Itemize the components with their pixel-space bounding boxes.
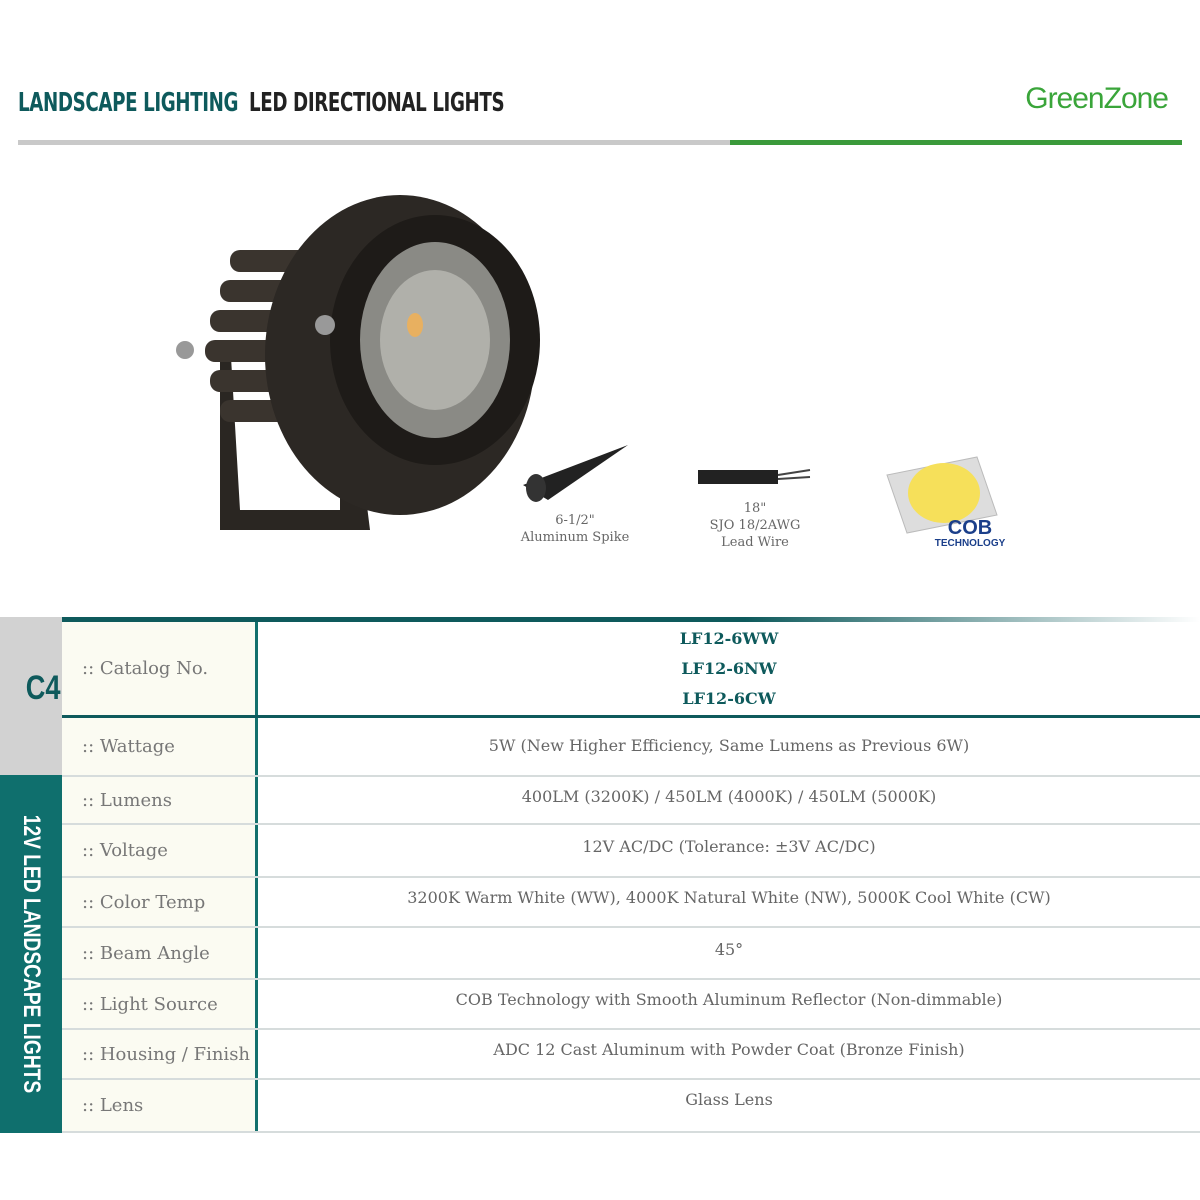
- page-title: LANDSCAPE LIGHTING LED DIRECTIONAL LIGHTS: [18, 88, 505, 118]
- wire-label: Lead Wire: [721, 535, 789, 550]
- table-row: [62, 777, 1200, 825]
- catalog-number: LF12-6CW: [682, 688, 776, 708]
- spec-value: ADC 12 Cast Aluminum with Powder Coat (Bronze Finish): [493, 1040, 965, 1059]
- spec-label: :: Color Temp: [62, 878, 258, 926]
- cob-badge: [925, 518, 1015, 549]
- spec-value: Glass Lens: [685, 1090, 773, 1109]
- spike-size: 6-1/2": [555, 513, 595, 528]
- spec-label: :: Lens: [62, 1080, 258, 1131]
- table-row-catalog: [62, 622, 1200, 718]
- catalog-code: C4: [25, 669, 60, 707]
- cob-subtitle: TECHNOLOGY: [934, 538, 1006, 549]
- catalog-number: LF12-6WW: [679, 628, 779, 648]
- table-row: [62, 1080, 1200, 1133]
- cob-title: COB: [947, 517, 993, 539]
- spec-label: :: Voltage: [62, 825, 258, 876]
- catalog-values: [258, 622, 1200, 715]
- table-row: [62, 980, 1200, 1030]
- series-tab: [0, 775, 62, 1133]
- spec-label: :: Lumens: [62, 777, 258, 823]
- spec-table: [62, 622, 1200, 1133]
- spotlight-image: [160, 190, 550, 560]
- lead-wire-caption: [680, 500, 830, 551]
- table-row: [62, 878, 1200, 928]
- spec-label: :: Catalog No.: [62, 622, 258, 715]
- series-label: 12V LED LANDSCAPE LIGHTS: [18, 814, 45, 1094]
- spike-label: Aluminum Spike: [520, 530, 630, 545]
- spec-value: 3200K Warm White (WW), 4000K Natural White (NW), 5000K Cool White (CW): [407, 888, 1051, 907]
- spec-label: :: Wattage: [62, 718, 258, 775]
- spec-value: 12V AC/DC (Tolerance: ±3V AC/DC): [582, 837, 876, 856]
- catalog-code-tab: [0, 617, 62, 775]
- table-row: [62, 928, 1200, 980]
- spec-label: :: Beam Angle: [62, 928, 258, 978]
- spec-label: :: Light Source: [62, 980, 258, 1028]
- lead-wire-image: [695, 465, 820, 490]
- spec-label: :: Housing / Finish: [62, 1030, 258, 1078]
- header-divider: [18, 140, 730, 145]
- table-row: [62, 1030, 1200, 1080]
- header-divider-accent: [730, 140, 1182, 145]
- greenzone-logo: GreenZone: [1025, 82, 1168, 115]
- spec-value: 5W (New Higher Efficiency, Same Lumens as Previous 6W): [488, 736, 970, 755]
- wire-length: 18": [743, 501, 767, 516]
- table-row: [62, 718, 1200, 777]
- spec-value: 45°: [714, 940, 744, 959]
- spec-value: 400LM (3200K) / 450LM (4000K) / 450LM (5000K): [521, 787, 937, 806]
- table-row: [62, 825, 1200, 878]
- spike-image: [518, 440, 633, 505]
- spike-caption: [505, 512, 645, 546]
- spec-value: COB Technology with Smooth Aluminum Reflector (Non-dimmable): [455, 990, 1003, 1009]
- catalog-number: LF12-6NW: [681, 658, 777, 678]
- wire-spec: SJO 18/2AWG: [709, 518, 801, 533]
